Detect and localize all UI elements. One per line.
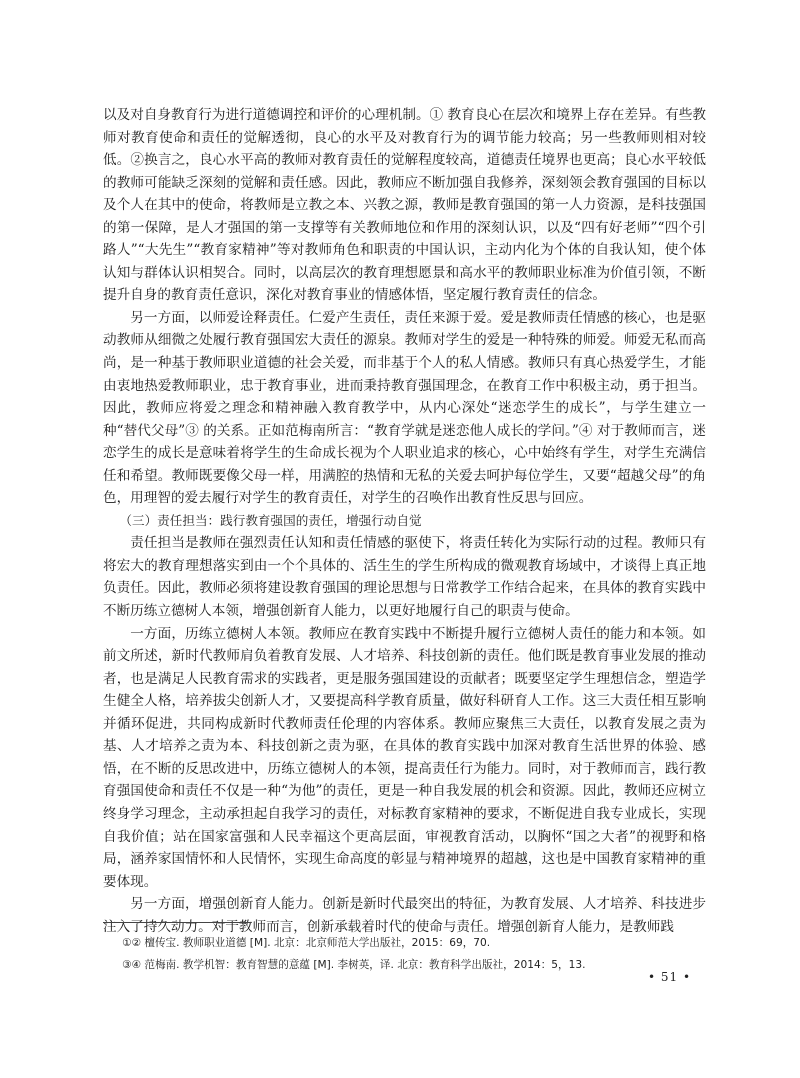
paragraph-conscience: 以及对自身教育行为进行道德调控和评价的心理机制。① 教育良心在层次和境界上存在差异。有些教师对教育使命和责任的觉解透彻，良心的水平及对教育行为的调节能力较高；另一些教师则相对较低。②换言之，良心水平高的教师对教育责任的觉解程度较高，道德责任境界也更高；良心水平较低的教师可能缺乏深刻的觉解和责任感。因此，教师应不断加强自我修养，深刻领会教育强国的目标以及个人在其中的使命，将教师是立教之本、兴教之源，教师是教育强国的第一人力资源，是科技强国的第一保障，是人才强国的第一支撑等有关教师地位和作用的深刻认识，以及“四有好老师”“四个引路人”“大先生”“教育家精神”等对教师角色和职责的中国认识，主动内化为个体的自我认知，使个体认知与群体认识相契合。同时，以高层次的教育理想愿景和高水平的教师职业标准为价值引领，不断提升自身的教育责任意识，深化对教育事业的情感体悟，坚定履行教育责任的信念。 [103,107,706,304]
paragraph-responsibility-action: 责任担当是教师在强烈责任认知和责任情感的驱使下，将责任转化为实际行动的过程。教师只有将宏大的教育理想落实到由一个个具体的、活生生的学生所构成的微观教育场域中，才谈得上真正地负责任。因此，教师必须将建设教育强国的理论思想与日常教学工作结合起来，在具体的教育实践中不断历练立德树人本领，增强创新育人能力，以更好地履行自己的职责与使命。 [103,535,706,620]
section-heading-responsibility: （三）责任担当：践行教育强国的责任，增强行动自觉 [119,512,422,528]
paragraph-teacher-love: 另一方面，以师爱诠释责任。仁爱产生责任，责任来源于爱。爱是教师责任情感的核心，也是驱动教师从细微之处履行教育强国宏大责任的源泉。教师对学生的爱是一种特殊的师爱。师爱无私而高尚，是一种基于教师职业道德的社会关爱，而非基于个人的私人情感。教师只有真心热爱学生，才能由衷地热爱教师职业，忠于教育事业，进而秉持教育强国理念，在教育工作中积极主动，勇于担当。因此，教师应将爱之理念和精神融入教育教学中，从内心深处“迷恋学生的成长”，与学生建立一种“替代父母”③ 的关系。正如范梅南所言：“教育学就是迷恋他人成长的学问。”④ 对于教师而言，迷恋学生的成长是意味着将学生的生命成长视为个人职业追求的核心，心中始终有学生，对学生充满信任和希望。教师既要像父母一样，用满腔的热情和无私的关爱去呵护每位学生，又要“超越父母”的角色，用理智的爱去履行对学生的教育责任，对学生的召唤作出教育性反思与回应。 [103,309,706,507]
article-body [103,104,706,938]
page-number: • 51 • [648,970,692,984]
paragraph-innovation: 另一方面，增强创新育人能力。创新是新时代最突出的特征，为教育发展、人才培养、科技进步注入了持久动力。对于教师而言，创新承载着时代的使命与责任。增强创新育人能力，是教师践 [103,896,706,935]
footnote-1-2: ①② 檀传宝. 教师职业道德 [M]. 北京：北京师范大学出版社，2015：69，70. [122,937,491,949]
footnote-3-4: ③④ 范梅南. 教学机智：教育智慧的意蕴 [M]. 李树英，译. 北京：教育科学出版社，2014：5，13. [122,959,586,971]
footnote-divider [103,922,251,923]
footnotes [122,932,712,976]
paragraph-moral-education: 一方面，历练立德树人本领。教师应在教育实践中不断提升履行立德树人责任的能力和本领。如前文所述，新时代教师肩负着教育发展、人才培养、科技创新的责任。他们既是教育事业发展的推动者，也是满足人民教育需求的实践者，更是服务强国建设的贡献者；既要坚定学生理想信念，塑造学生健全人格，培养拔尖创新人才，又要提高科学教育质量，做好科研育人工作。这三大责任相互影响并循环促进，共同构成新时代教师责任伦理的内容体系。教师应聚焦三大责任，以教育发展之责为基、人才培养之责为本、科技创新之责为驱，在具体的教育实践中加深对教育生活世界的体验、感悟，在不断的反思改进中，历练立德树人的本领，提高责任行为能力。同时，对于教师而言，践行教育强国使命和责任不仅是一种“为他”的责任，更是一种自我发展的机会和资源。因此，教师还应树立终身学习理念，主动承担起自我学习的责任，对标教育家精神的要求，不断促进自我专业成长，实现自我价值；站在国家富强和人民幸福这个更高层面，审视教育活动，以胸怀“国之大者”的视野和格局，涵养家国情怀和人民情怀，实现生命高度的彰显与精神境界的超越，这也是中国教育家精神的重要体现。 [103,625,706,890]
